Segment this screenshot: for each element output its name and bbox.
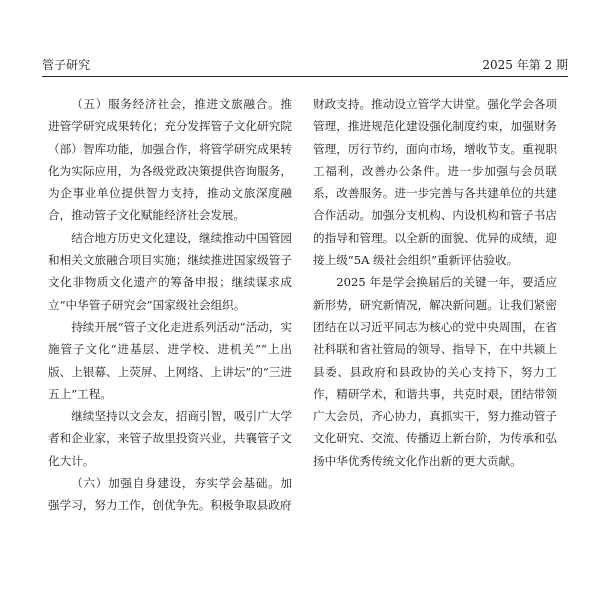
paragraph-investment: 继续坚持以文会友，招商引智，吸引广大学者和企业家，来管子故里投资兴业，共襄管子文化大计。 (48, 409, 292, 468)
paragraph-outreach-activities: 持续开展“管子文化走进系列活动”活动，实施管子文化“进基层、进学校、进机关”“上出版、上银幕、上荧屏、上网络、上讲坛”的“三进五上”工程。 (48, 319, 292, 401)
paragraph-section-five (48, 93, 292, 227)
issue-number: 2025 年第 2 期 (482, 58, 568, 72)
section-five-body: 推进管学研究成果转化；充分发挥管子文化研究院（部）智库功能，加强合作，将管学研究成果转化为实际应用，为各级党政决策提供咨询服务，为企事业单位提供智力支持，推动文旅深度融合，推动管子文化赋能经济社会发展。 (48, 97, 292, 223)
right-column (313, 93, 557, 472)
running-header (42, 56, 568, 77)
section-six-body: 加强学习，努力工作，创优争先。积极争取县政府 (48, 476, 292, 513)
section-five-heading: （五）服务经济社会，推进文旅融合。 (71, 97, 281, 111)
section-six-heading: （六）加强自身建设，夯实学会基础。 (71, 476, 281, 491)
left-column (48, 93, 292, 517)
paragraph-section-six (48, 472, 292, 517)
paragraph-conclusion: 2025 年是学会换届后的关键一年，要适应新形势，研究新情况，解决新问题。让我们紧密团结在以习近平同志为核心的党中央周围，在省社科联和省社管局的领导、指导下，在中共颍上县委、县政府和县政协的关心支持下，努力工作，精研学术，和谐共事，共克时艰，团结带领广大会员，齐心协力，真抓实干，努力推动管子文化研究、交流、传播迈上新台阶，为传承和弘扬中华优秀传统文化作出新的更大贡献。 (313, 275, 557, 468)
journal-title: 管子研究 (42, 58, 91, 72)
paragraph-cultural-tourism: 结合地方历史文化建设，继续推动中国管园和相关文旅融合项目实施；继续推进国家级管子文化非物质文化遗产的筹备申报；继续谋求成立“中华管子研究会”国家级社会组织。 (48, 230, 292, 312)
paragraph-section-six-continued: 财政支持。推动设立管学大讲堂。强化学会各项管理，推进规范化建设强化制度约束，加强财务管理，厉行节约，面向市场，增收节支。重视职工福利，改善办公条件。进一步加强与会员联系，改善服务。进一步完善与各共建单位的共建合作活动。加强分支机构、内设机构和管子书店的指导和管理。以全新的面貌、优异的成绩，迎接上级“5A 级社会组织”重新评估验收。 (313, 97, 557, 268)
